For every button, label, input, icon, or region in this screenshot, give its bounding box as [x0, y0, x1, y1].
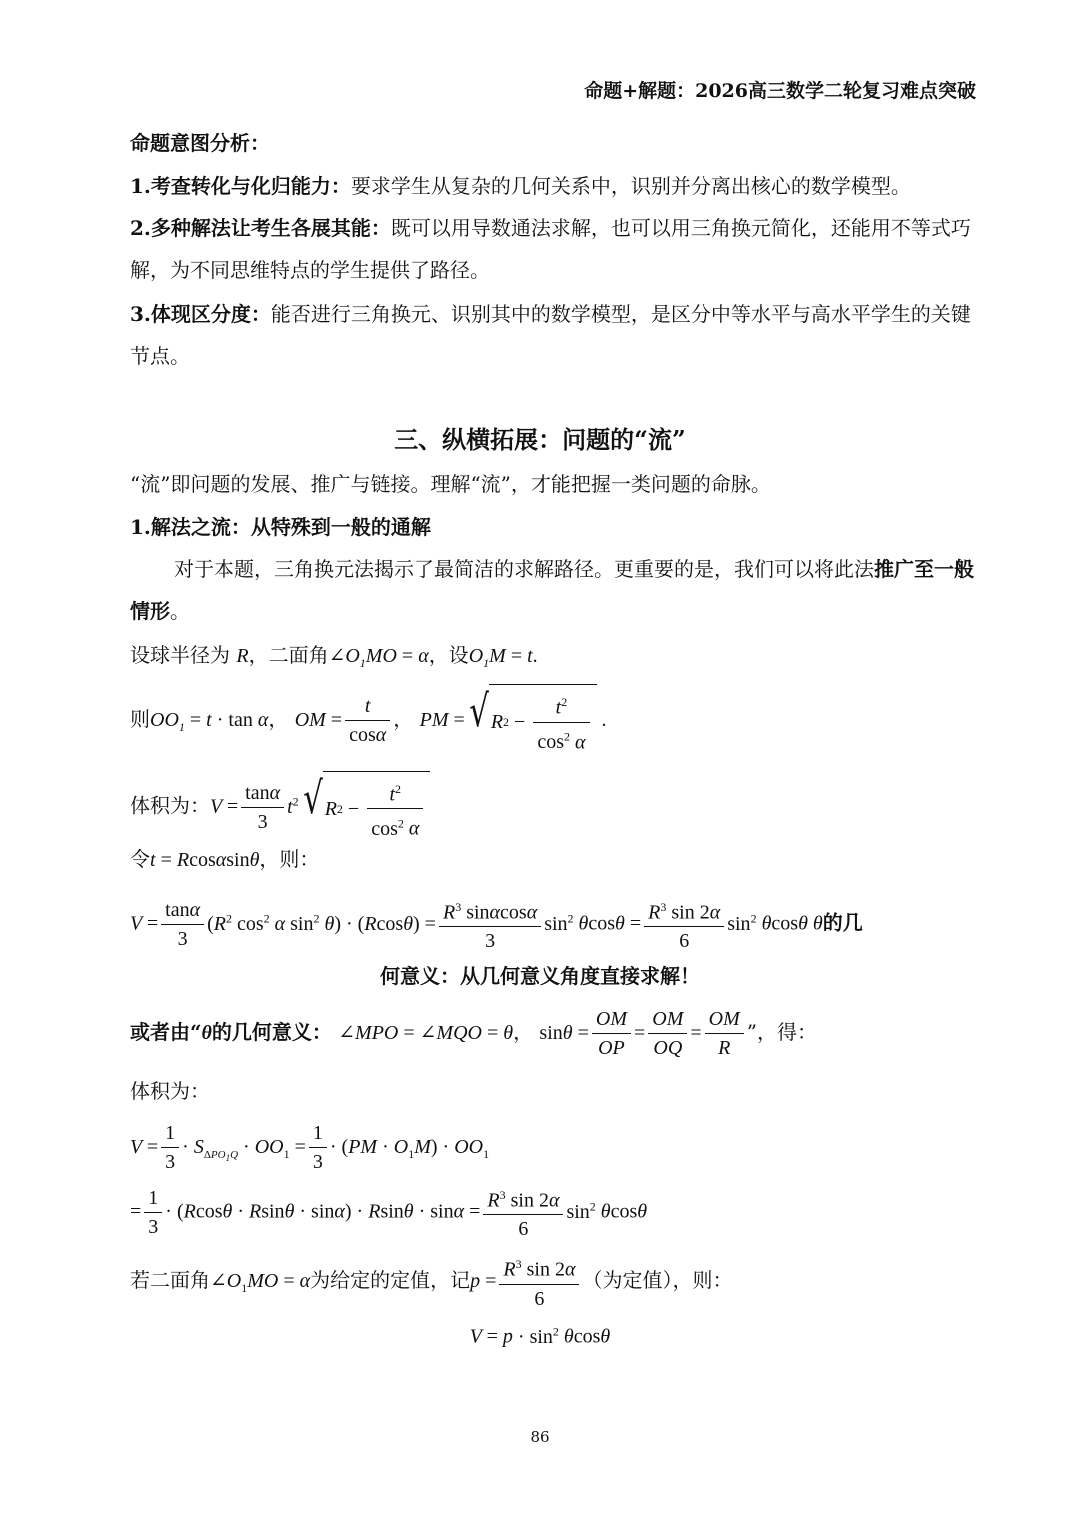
fraction-one-third-b: $\frac{1}{3}$ — [309, 1121, 327, 1174]
formula-oo1: $OO_1 = t \cdot \tan \alpha$ — [150, 709, 269, 734]
formula-om: OM = — [294, 709, 343, 731]
line1-prefix: 设球半径为 — [130, 643, 230, 667]
intent-item-3 — [130, 293, 976, 377]
intent-item-1-text: 要求学生从复杂的几何关系中，识别并分离出核心的数学模型。 — [350, 174, 911, 198]
subsection-1-title: 1.解法之流：从特殊到一般的通解 — [130, 515, 431, 539]
fraction-r3-sin-cos: $\frac{R^3 \sin\alpha\cos\alpha}{3}$ — [439, 895, 541, 954]
line1-mid2: ，设 — [428, 643, 469, 667]
fraction-om-r: $\frac{OM}{R}$ — [705, 1007, 744, 1060]
paragraph-1-emphasis: 推广至一般情形 — [130, 557, 974, 623]
section-intro: “流”即问题的发展、推广与链接。理解“流”，才能把握一类问题的命脉。 — [130, 472, 771, 496]
formula-radius: R — [236, 645, 249, 667]
fixed-mid: 为给定的定值，记 — [310, 1268, 471, 1292]
intent-item-3-label: 3.体现区分度： — [130, 302, 271, 326]
fraction-om-op: $\frac{OM}{OP}$ — [592, 1007, 631, 1060]
intent-item-2-text: 既可以用导数通法求解，也可以用三角换元简化，还能用不等式巧解，为不同思维特点的学生提供了路径。 — [130, 216, 971, 282]
formula-sin-theta: sinθ = — [539, 1022, 589, 1044]
geo-tail: 的几 — [822, 910, 863, 935]
sqrt-volume: √ R 2 − $\frac{t^2}{\cos^2 \alpha}$ — [299, 771, 431, 844]
derivation-volume-1: 体积为：V = $\frac{\tan\alpha}{3}$ $t^2$ √ R 2 − $\frac{t^2}{\cos^2 \alpha}$ — [130, 766, 430, 844]
formula-p: p = — [470, 1270, 497, 1292]
intent-item-1 — [130, 171, 911, 201]
theta-symbol: θ — [201, 1022, 212, 1044]
intent-item-1-label: 1.考查转化与化归能力： — [130, 174, 351, 198]
formula-volume-long: V = — [130, 912, 159, 935]
fixed-prefix: 若二面角 — [130, 1268, 210, 1292]
paragraph-1 — [130, 548, 976, 632]
fraction-om-oq: $\frac{OM}{OQ}$ — [648, 1007, 687, 1060]
formula-dihedral-angle: $\angle O_1MO = \alpha$ — [328, 645, 429, 670]
fraction-r3-sin2a: $\frac{R^3 \sin 2\alpha}{6}$ — [644, 895, 724, 954]
intent-item-2 — [130, 207, 976, 291]
geo-meaning-line: 何意义：从几何意义角度直接求解！ — [380, 964, 700, 988]
derivation-fixed — [130, 1250, 732, 1318]
formula-o1m: $O_1M = t$ — [468, 645, 533, 670]
derivation-volume-2: V = $\frac{1}{3}$ · $S_{\Delta PO_1Q} \cdot OO_1$ = $\frac{1}{3}$ · $(PM \cdot O_1M) \cdot OO_1$ — [130, 1122, 490, 1173]
formula-substitution: t = Rcosαsinθ — [150, 849, 260, 871]
formula-dihedral-angle-b: $\angle O_1MO = \alpha$ — [210, 1270, 311, 1295]
formula-volume-2: V = — [130, 1136, 159, 1158]
sqrt-pm: √ R 2 − $\frac{t^2}{\cos^2 \alpha}$ — [465, 684, 597, 757]
intent-item-3-text: 能否进行三角换元、识别其中的数学模型，是区分中等水平与高水平学生的关键节点。 — [130, 302, 971, 368]
or-mid: 的几何意义： — [211, 1020, 332, 1044]
line1-mid: ，二面角 — [248, 643, 329, 667]
derivation-volume-long: V = $\frac{\tan\alpha}{3}$ ($R^2$ $\cos^2 \alpha$ $\sin^2 \theta) \cdot (Rcos\theta)$ = $\frac{R^3 \sin\alpha\cos\alpha}{3}$ $\sin^2 \theta\cos\theta$ = $\frac{R^3 \sin 2\alpha}{6}$ $\sin^2 \theta\cos\theta$ θ的几 — [130, 886, 863, 956]
formula-volume-1: V = — [210, 795, 239, 818]
fraction-tan-over-3: $\frac{\tan\alpha}{3}$ — [241, 780, 284, 834]
let-prefix: 令 — [130, 847, 150, 871]
or-suffix: ”，得： — [746, 1020, 817, 1044]
line2-prefix: 则 — [130, 707, 150, 731]
derivation-let — [130, 844, 319, 875]
formula-volume-3: · (Rcosθ · Rsinθ · sinα) · Rsinθ · sinα = — [165, 1200, 481, 1223]
fixed-suffix: （为定值），则： — [582, 1268, 733, 1292]
derivation-volume-3: = $\frac{1}{3}$ · (Rcosθ · Rsinθ · sinα) · Rsinθ · sinα = $\frac{R^3 \sin 2\alpha}{6}$ $\sin^2 \theta\cos\theta$ — [130, 1176, 647, 1242]
or-prefix: 或者由“ — [130, 1020, 202, 1044]
paragraph-1-text: 对于本题，三角换元法揭示了最简洁的求解路径。更重要的是，我们可以将此法 — [174, 557, 874, 581]
fraction-one-third-a: $\frac{1}{3}$ — [161, 1121, 179, 1174]
fraction-tan-over-3-b: $\frac{\tan\alpha}{3}$ — [161, 897, 204, 951]
fraction-one-third-c: $\frac{1}{3}$ — [144, 1186, 162, 1239]
derivation-or: 或者由“θ的几何意义： ∠MPO = ∠MQO = θ， sinθ = $\frac{OM}{OP}$ = $\frac{OM}{OQ}$ = $\frac{OM}{R}$ ”，得： — [130, 1008, 817, 1059]
intent-heading: 命题意图分析： — [130, 131, 270, 155]
formula-pm: PM = — [419, 709, 465, 731]
let-suffix: ，则： — [259, 847, 320, 871]
paragraph-1-end: 。 — [170, 599, 190, 623]
fraction-r3-sin2a-b: $\frac{R^3 \sin 2\alpha}{6}$ — [483, 1183, 563, 1242]
volume-label-1: 体积为： — [130, 793, 210, 818]
derivation-line-2: 则$OO_1 = t \cdot \tan \alpha$， OM = $\frac{t}{\cos\alpha}$ ， PM = √ R 2 − $\frac{t^2}{\cos^2 \alpha}$ . — [130, 684, 607, 762]
formula-final-volume: $V = p \cdot \sin^2 \theta\cos\theta$ — [469, 1324, 611, 1348]
derivation-line-1: 设球半径为 R，二面角$\angle O_1MO = \alpha$，设$O_1M = t$. — [130, 643, 538, 670]
formula-angle-equality: ∠MPO = ∠MQO = θ — [338, 1022, 514, 1044]
fraction-r3-sin2a-c: $\frac{R^3 \sin 2\alpha}{6}$ — [499, 1252, 579, 1311]
volume-label-2: 体积为： — [130, 1079, 210, 1103]
intent-item-2-label: 2.多种解法让考生各展其能： — [130, 216, 391, 240]
running-header: 命题+解题：2026高三数学二轮复习难点突破 — [584, 80, 976, 102]
page-number: 86 — [530, 1428, 550, 1446]
section-title: 三、纵横拓展：问题的“流” — [394, 425, 686, 454]
fraction-t-over-cos: $\frac{t}{\cos\alpha}$ — [345, 694, 390, 747]
